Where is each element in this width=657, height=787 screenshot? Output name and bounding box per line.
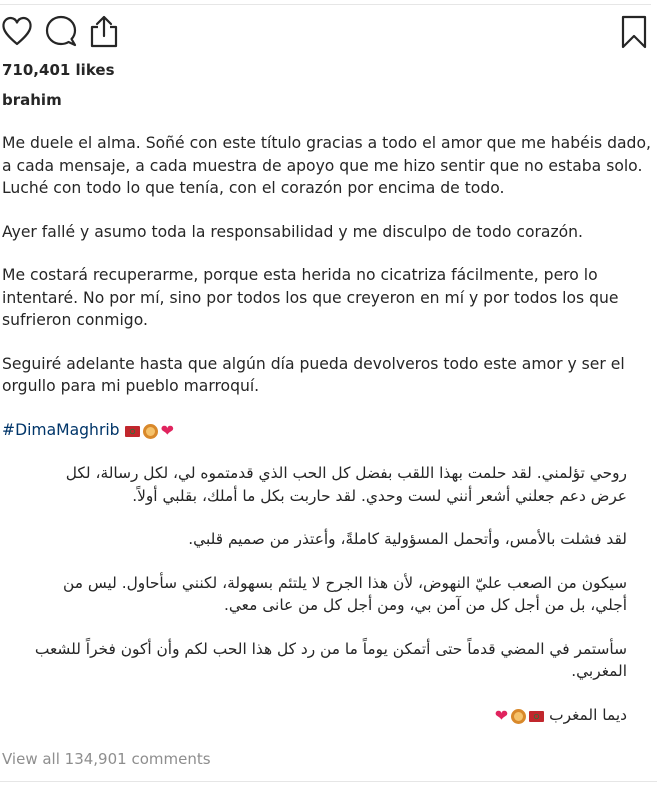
caption-line: sufrieron conmigo. (2, 311, 148, 329)
caption-line: Ayer fallé y asumo toda la responsabilidad y me disculpo de todo corazón. (2, 222, 584, 241)
likes-count[interactable]: 710,401 likes (2, 61, 115, 79)
post-action-bar (0, 14, 651, 50)
emoji-group-ar (495, 708, 544, 724)
bottom-divider (0, 781, 657, 782)
caption-line-ar: روحي تؤلمني. لقد حلمت بهذا اللقب بفضل كل الحب الذي قدمتموه لي، لكل رسالة، لكل (65, 464, 627, 482)
caption-line: intentaré. No por mí, sino por todos los que creyeron en mí y por todos los que (2, 288, 619, 307)
lion-face-emoji (511, 709, 526, 724)
caption-paragraph-ar-1 (2, 462, 627, 507)
caption-line-ar: أجلي، بل من أجل كل من آمن بي، ومن أجل كل من عانى معي. (223, 596, 627, 614)
caption-paragraph-3 (2, 264, 642, 332)
comment-button[interactable] (44, 14, 78, 48)
caption-paragraph-ar-2 (2, 528, 627, 551)
like-button[interactable] (1, 14, 33, 48)
caption-line-ar: لقد فشلت بالأمس، وأتحمل المسؤولية كاملةً، وأعتذر من صميم قلبي. (188, 530, 627, 548)
caption-line: a cada mensaje, a cada muestra de apoyo que me hizo sentir que no estaba solo. (2, 156, 643, 175)
caption-line: Me costará recuperarme, porque esta herida no cicatriza fácilmente, pero lo (2, 266, 598, 284)
pink-heart-emoji: ❤ (160, 421, 174, 440)
top-divider (0, 4, 651, 5)
share-button[interactable] (88, 14, 120, 48)
caption-paragraph-1 (2, 132, 651, 200)
caption-line-ar: المغربي. (571, 662, 627, 680)
caption-line-ar: سيكون من الصعب عليّ النهوض، لأن هذا الجرح لا يلتئم بسهولة، لكنني سأحاول. ليس من (63, 573, 627, 592)
share-upload-icon (88, 14, 120, 48)
save-button[interactable] (620, 14, 648, 50)
speech-bubble-icon (44, 14, 78, 48)
morocco-flag-emoji (529, 711, 544, 722)
post-caption (2, 132, 651, 747)
emoji-group (125, 423, 174, 439)
caption-paragraph-2 (2, 221, 642, 244)
hashtag-ar-text: ديما المغرب (549, 705, 627, 724)
hashtag-link[interactable]: #DimaMaghrib (2, 420, 120, 439)
caption-line: orgullo para mi pueblo marroquí. (2, 377, 260, 395)
heart-outline-icon (1, 16, 33, 46)
morocco-flag-emoji (125, 426, 140, 437)
view-all-comments-link[interactable]: View all 134,901 comments (2, 750, 211, 768)
caption-paragraph-ar-3 (2, 572, 627, 617)
pink-heart-emoji: ❤ (494, 706, 509, 725)
lion-face-emoji (143, 424, 158, 439)
caption-line: Me duele el alma. Soñé con este título gracias a todo el amor que me habéis dado, (2, 134, 651, 152)
caption-line: Luché con todo lo que tenía, con el corazón por encima de todo. (2, 179, 505, 197)
caption-paragraph-4 (2, 353, 642, 398)
caption-line: Seguiré adelante hasta que algún día pueda devolveros todo este amor y ser el (2, 354, 625, 373)
caption-line-ar: عرض دعم جعلني أشعر أنني لست وحدي. لقد حاربت بكل ما أملك، بقلبي أولاً. (132, 486, 627, 505)
post-username[interactable]: brahim (2, 91, 62, 109)
bookmark-icon (621, 15, 647, 49)
hashtag-line (2, 419, 642, 442)
caption-line-ar: سأستمر في المضي قدماً حتى أتمكن يوماً ما من رد كل هذا الحب لكم وأن أكون فخراً للشعب (34, 639, 627, 658)
caption-paragraph-ar-4 (2, 638, 627, 683)
hashtag-line-ar (2, 704, 627, 727)
